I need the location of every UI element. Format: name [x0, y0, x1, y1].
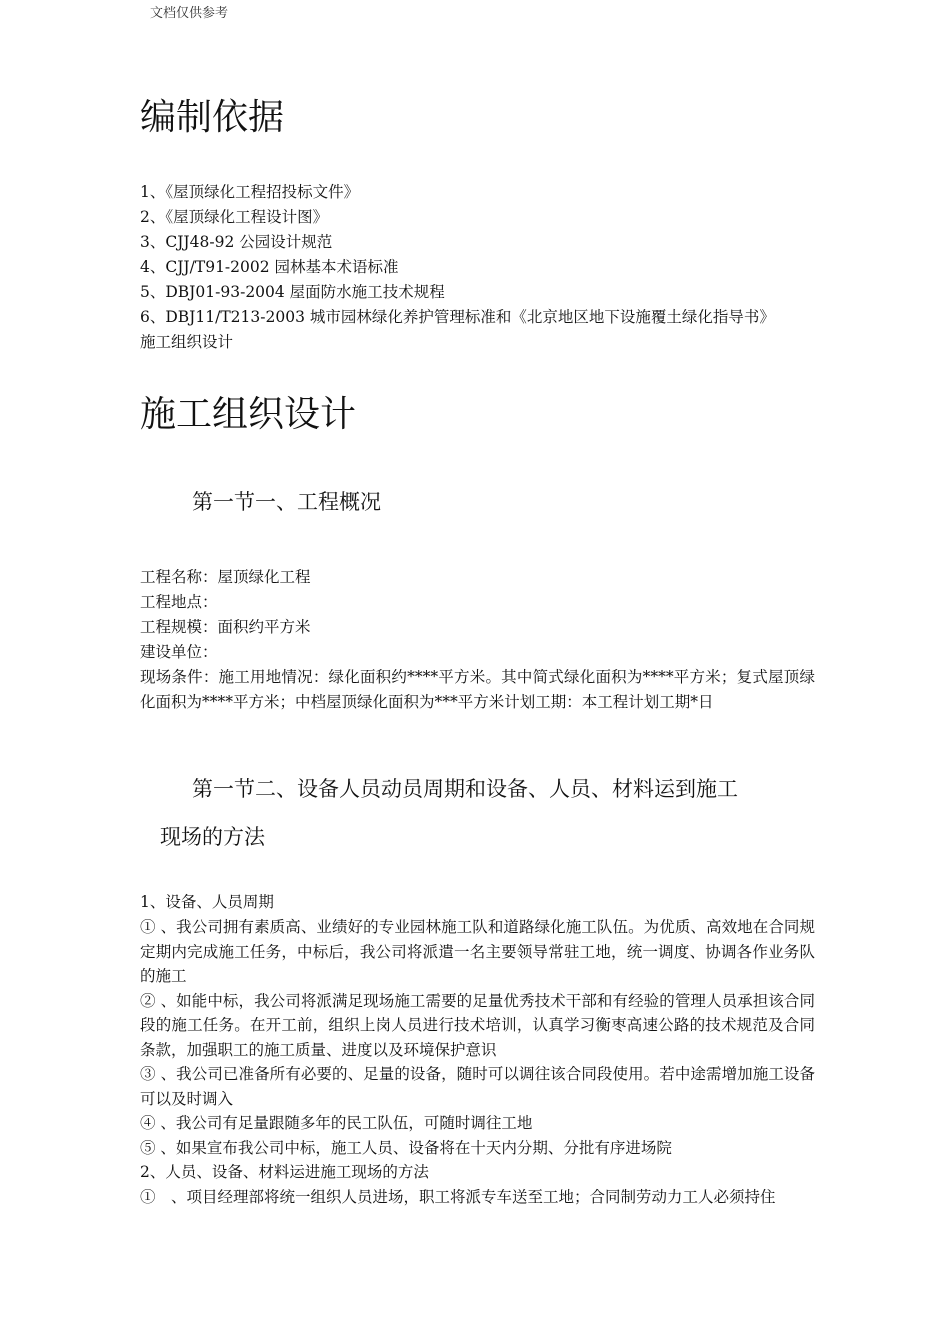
project-scale: 工程规模：面积约平方米 — [140, 618, 311, 636]
document-content — [140, 96, 815, 1210]
basis-item-6: 6、DBJ11/T213-2003 城市园林绿化养护管理标准和《北京地区地下设施覆土绿化指导书》 — [140, 308, 775, 326]
mobilization-item-2: ① 、我公司拥有素质高、业绩好的专业园林施工队和道路绿化施工队伍。为优质、高效地在合同规定期内完成施工任务，中标后，我公司将派遣一名主要领导常驻工地，统一调度、协调各作业务队的施工 — [140, 918, 815, 985]
section-title-construction-design: 施工组织设计 — [140, 394, 357, 435]
header-note: 文档仅供参考 — [150, 6, 229, 21]
basis-item-5: 5、DBJ01-93-2004 屋面防水施工技术规程 — [140, 283, 445, 301]
mobilization-item-5: ④ 、我公司有足量跟随多年的民工队伍，可随时调往工地 — [140, 1114, 533, 1132]
basis-item-3: 3、CJJ48-92 公园设计规范 — [140, 233, 333, 251]
project-owner: 建设单位： — [140, 643, 218, 661]
project-location: 工程地点： — [140, 593, 218, 611]
subsection-title-overview: 第一节一、工程概况 — [192, 490, 381, 514]
subsection-title-mobilization-line1: 第一节二、设备人员动员周期和设备、人员、材料运到施工 — [192, 777, 738, 801]
mobilization-item-4: ③ 、我公司已准备所有必要的、足量的设备，随时可以调往该合同段使用。若中途需增加施工设备可以及时调入 — [140, 1065, 815, 1108]
project-name: 工程名称：屋顶绿化工程 — [140, 568, 311, 586]
subsection-title-mobilization-line2: 现场的方法 — [160, 825, 265, 849]
basis-item-1: 1、《屋顶绿化工程招投标文件》 — [140, 183, 360, 201]
basis-item-2: 2、《屋顶绿化工程设计图》 — [140, 208, 329, 226]
basis-item-4: 4、CJJ/T91-2002 园林基本术语标准 — [140, 258, 399, 276]
section-title-basis: 编制依据 — [140, 97, 285, 138]
mobilization-item-6: ⑤ 、如果宣布我公司中标，施工人员、设备将在十天内分期、分批有序进场院 — [140, 1138, 672, 1157]
mobilization-item-3: ② 、如能中标，我公司将派满足现场施工需要的足量优秀技术干部和有经验的管理人员承担该合同段的施工任务。在开工前，组织上岗人员进行技术培训，认真学习衡枣高速公路的技术规范及合同条款，加强职工的施工质量、进度以及环境保护意识 — [140, 991, 815, 1059]
site-conditions: 现场条件：施工用地情况：绿化面积约****平方米。其中简式绿化面积为****平方米；复式屋顶绿化面积为****平方米；中档屋顶绿化面积为***平方米计划工期：本工程计划工期*日 — [140, 668, 815, 711]
mobilization-item-7: 2、人员、设备、材料运进施工现场的方法 — [140, 1163, 429, 1181]
basis-item-7: 施工组织设计 — [140, 333, 234, 351]
mobilization-item-1: 1、设备、人员周期 — [140, 893, 274, 911]
mobilization-item-8: ① 、项目经理部将统一组织人员进场，职工将派专车送至工地；合同制劳动力工人必须持住 — [140, 1188, 776, 1206]
